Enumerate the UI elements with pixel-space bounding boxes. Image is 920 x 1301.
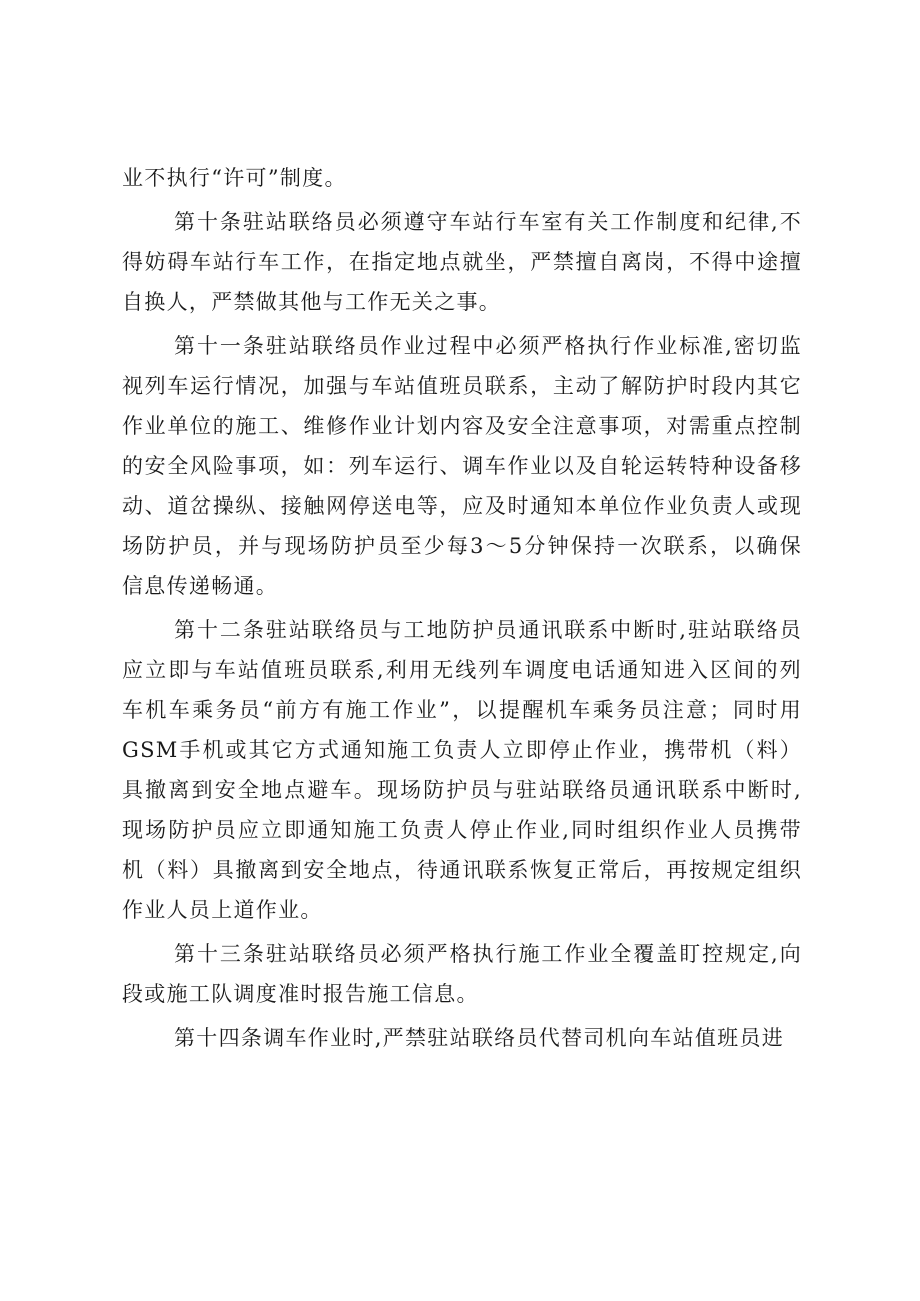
text-line: 第十二条驻站联络员与工地防护员通讯联系中断时,驻站联络员 xyxy=(174,618,802,642)
text-line: 现场防护员应立即通知施工负责人停止作业,同时组织作业人员携带 xyxy=(122,818,802,842)
text-line: 具撤离到安全地点避车。现场防护员与驻站联络员通讯联系中断时, xyxy=(122,778,802,802)
text-line: 第十条驻站联络员必须遵守车站行车室有关工作制度和纪律,不 xyxy=(174,210,802,234)
text-line: 第十四条调车作业时,严禁驻站联络员代替司机向车站值班员进 xyxy=(174,1026,785,1050)
text-line: 第十三条驻站联络员必须严格执行施工作业全覆盖盯控规定,向 xyxy=(174,942,802,966)
text-line: 作业单位的施工、维修作业计划内容及安全注意事项，对需重点控制 xyxy=(122,414,802,438)
paragraph-article-10 xyxy=(122,202,802,322)
text-line: 得妨碍车站行车工作，在指定地点就坐，严禁擅自离岗，不得中途擅 xyxy=(122,250,802,274)
paragraph-article-12 xyxy=(122,610,802,930)
text-line: 自换人，严禁做其他与工作无关之事。 xyxy=(122,290,502,314)
text-line: 作业人员上道作业。 xyxy=(122,898,323,922)
text-line: 视列车运行情况，加强与车站值班员联系，主动了解防护时段内其它 xyxy=(122,374,802,398)
text-line: 信息传递畅通。 xyxy=(122,574,279,598)
paragraph-continuation xyxy=(122,158,802,198)
text-line: 机（料）具撤离到安全地点，待通讯联系恢复正常后，再按规定组织 xyxy=(122,858,802,882)
text-line: 场防护员，并与现场防护员至少每3～5分钟保持一次联系，以确保 xyxy=(122,534,802,558)
text-line: 段或施工队调度准时报告施工信息。 xyxy=(122,982,479,1006)
paragraph-article-14 xyxy=(122,1018,802,1058)
text-line: 车机车乘务员“前方有施工作业”，以提醒机车乘务员注意；同时用 xyxy=(122,698,802,722)
body-text xyxy=(122,158,802,1058)
text-line: GSM手机或其它方式通知施工负责人立即停止作业，携带机（料） xyxy=(122,738,802,762)
paragraph-article-11 xyxy=(122,326,802,606)
text-line: 应立即与车站值班员联系,利用无线列车调度电话通知进入区间的列 xyxy=(122,658,802,682)
text-line: 动、道岔操纵、接触网停送电等，应及时通知本单位作业负责人或现 xyxy=(122,494,802,518)
text-line: 第十一条驻站联络员作业过程中必须严格执行作业标准,密切监 xyxy=(174,334,802,358)
text-line: 的安全风险事项，如：列车运行、调车作业以及自轮运转特种设备移 xyxy=(122,454,802,478)
paragraph-article-13 xyxy=(122,934,802,1014)
text-line: 业不执行“许可”制度。 xyxy=(122,166,347,190)
